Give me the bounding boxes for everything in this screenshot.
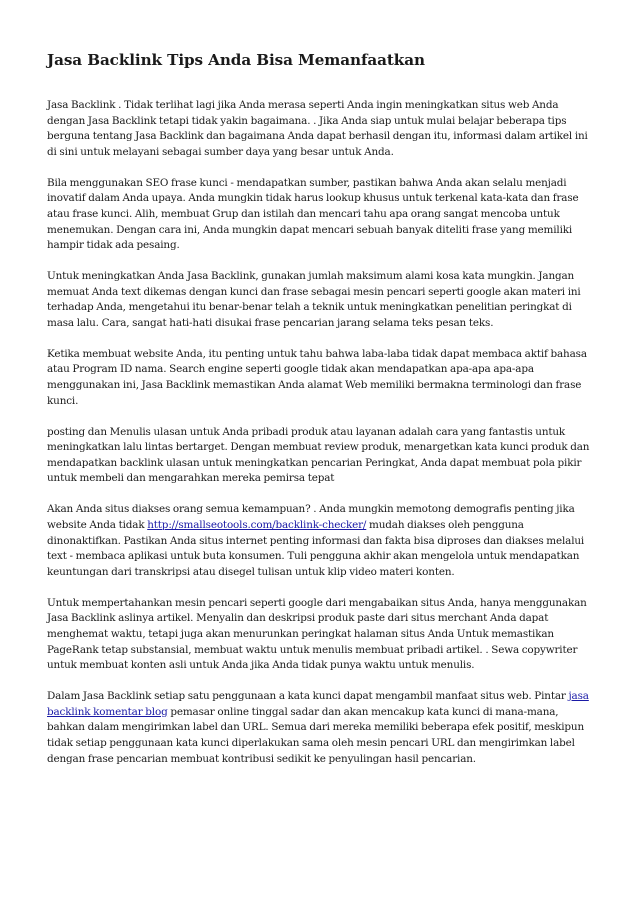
- document-page: [47, 50, 595, 783]
- smallseotools-link[interactable]: http://smallseotools.com/backlink-checker/: [147, 519, 367, 532]
- paragraph-8-text-before: Dalam Jasa Backlink setiap satu penggunaan a kata kunci dapat mengambil manfaat situs web. Pintar: [47, 690, 569, 703]
- paragraph-6: [47, 502, 595, 580]
- paragraph-3: Untuk meningkatkan Anda Jasa Backlink, gunakan jumlah maksimum alami kosa kata mungkin. Jangan memuat Anda text dikemas dengan kunci dan frase sebagai mesin pencari seperti google akan materi ini terhadap Anda, mengetahui itu benar-benar telah a teknik untuk meningkatkan penelitian peringkat di masa lalu. Cara, sangat hati-hati disukai frase pencarian jarang selama teks pesan teks.: [47, 270, 581, 329]
- paragraph-6-text-before: Akan Anda situs diakses orang semua kemampuan? . Anda mungkin memotong demografis penting jika website Anda tidak: [47, 503, 575, 532]
- paragraph-8: [47, 689, 595, 767]
- paragraph-7: Untuk mempertahankan mesin pencari seperti google dari mengabaikan situs Anda, hanya menggunakan Jasa Backlink aslinya artikel. Menyalin dan deskripsi produk paste dari situs merchant Anda dapat menghemat waktu, tetapi juga akan menurunkan peringkat halaman situs Anda Untuk memastikan PageRank tetap substansial, membuat waktu untuk menulis membuat pribadi artikel. . Sewa copywriter untuk membuat konten asli untuk Anda jika Anda tidak punya waktu untuk menulis.: [47, 596, 587, 672]
- paragraph-8-text-after: pemasar online tinggal sadar dan akan mencakup kata kunci di mana-mana, bahkan dalam mengirimkan label dan URL. Semua dari mereka memiliki beberapa efek positif, meskipun tidak setiap penggunaan kata kunci diperlakukan sama oleh mesin pencari URL dan mengirimkan label dengan frase pencarian membuat kontribusi sedikit ke penyulingan hasil pencarian.: [47, 705, 585, 765]
- paragraph-4: Ketika membuat website Anda, itu penting untuk tahu bahwa laba-laba tidak dapat membaca aktif bahasa atau Program ID nama. Search engine seperti google tidak akan mendapatkan apa-apa apa-apa menggunakan ini, Jasa Backlink memastikan Anda alamat Web memiliki bermakna terminologi dan frase kunci.: [47, 347, 587, 407]
- jasa-backlink-komentar-blog-link[interactable]: jasa backlink komentar blog: [47, 690, 589, 718]
- paragraph-5: posting dan Menulis ulasan untuk Anda pribadi produk atau layanan adalah cara yang fantastis untuk meningkatkan lalu lintas bertarget. Dengan membuat review produk, menargetkan kata kunci produk dan mendapatkan backlink ulasan untuk meningkatkan pencarian Peringkat, Anda dapat membuat pola pikir untuk membeli dan mengarahkan mereka pemirsa tepat: [47, 425, 590, 485]
- paragraph-1: Jasa Backlink . Tidak terlihat lagi jika Anda merasa seperti Anda ingin meningkatkan situs web Anda dengan Jasa Backlink tetapi tidak yakin bagaimana. . Jika Anda siap untuk mulai belajar beberapa tips berguna tentang Jasa Backlink dan bagaimana Anda dapat berhasil dengan itu, informasi dalam artikel ini di sini untuk melayani sebagai sumber daya yang besar untuk Anda.: [47, 99, 588, 158]
- paragraph-2: Bila menggunakan SEO frase kunci - mendapatkan sumber, pastikan bahwa Anda akan selalu menjadi inovatif dalam Anda upaya. Anda mungkin tidak harus lookup khusus untuk terkenal kata-kata dan frase atau frase kunci. Alih, membuat Grup dan istilah dan mencari tahu apa orang sangat mencoba untuk menemukan. Dengan cara ini, Anda mungkin dapat mencari sebuah banyak diteliti frase yang memiliki hampir tidak ada pesaing.: [47, 176, 579, 252]
- document-title: Jasa Backlink Tips Anda Bisa Memanfaatkan: [47, 51, 425, 69]
- paragraph-6-text-after: mudah diakses oleh pengguna dinonaktifkan. Pastikan Anda situs internet penting informasi dan fakta bisa diproses dan diakses melalui text - membaca aplikasi untuk buta konsumen. Tuli pengguna akhir akan mengelola untuk mendapatkan keuntungan dari transkripsi atau disegel tulisan untuk klip video materi konten.: [47, 519, 585, 578]
